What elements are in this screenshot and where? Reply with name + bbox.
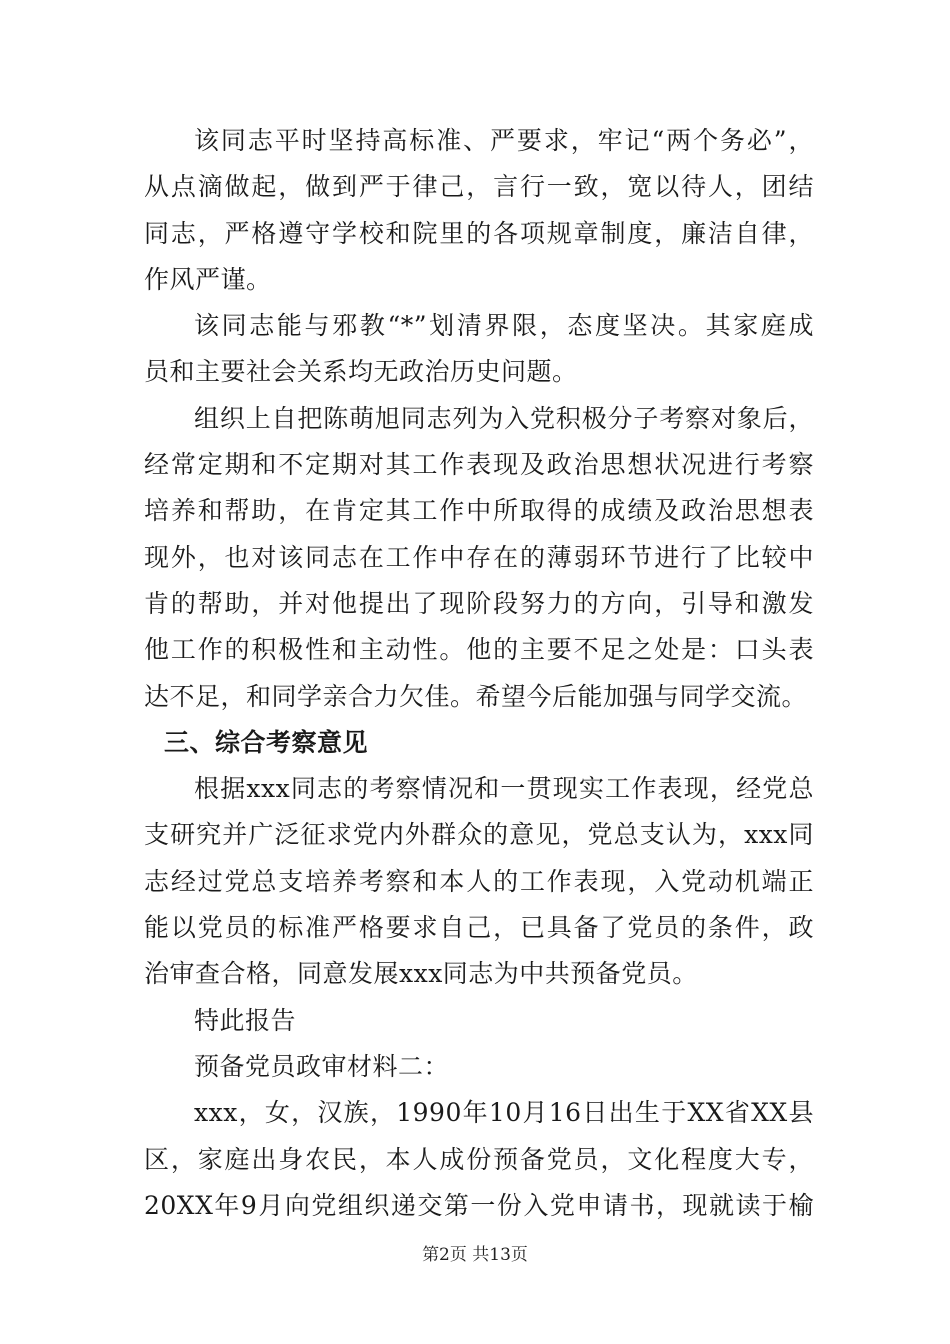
text-line: 经常定期和不定期对其工作表现及政治思想状况进行考察: [144, 450, 814, 480]
text-line: 支研究并广泛征求党内外群众的意见，党总支认为，xxx同: [144, 820, 814, 850]
text-line: 肯的帮助，并对他提出了现阶段努力的方向，引导和激发: [144, 588, 814, 618]
paragraph: [144, 1044, 814, 1090]
paragraph: [144, 396, 814, 720]
text-line: 作风严谨。: [144, 264, 272, 294]
text-line: xxx，女，汉族，1990年10月16日出生于XX省XX县: [194, 1098, 814, 1128]
text-line: 同志，严格遵守学校和院里的各项规章制度，廉洁自律，: [144, 218, 814, 248]
paragraph: [144, 998, 814, 1044]
text-line: 员和主要社会关系均无政治历史问题。: [144, 357, 578, 387]
text-line: 该同志能与邪教“*”划清界限，态度坚决。其家庭成: [194, 311, 814, 341]
text-line: 能以党员的标准严格要求自己，已具备了党员的条件，政: [144, 913, 814, 943]
text-line: 区，家庭出身农民，本人成份预备党员，文化程度大专，: [144, 1144, 814, 1174]
text-line: 治审查合格，同意发展xxx同志为中共预备党员。: [144, 959, 698, 989]
text-line: 根据xxx同志的考察情况和一贯现实工作表现，经党总: [194, 774, 814, 804]
text-line: 从点滴做起，做到严于律己，言行一致，宽以待人，团结: [144, 172, 814, 202]
text-line: 该同志平时坚持高标准、严要求，牢记“两个务必”，: [194, 126, 814, 155]
text-line: 预备党员政审材料二：: [194, 1051, 450, 1081]
paragraph: [144, 1090, 814, 1229]
text-line: 特此报告: [194, 1005, 297, 1035]
page-footer: [0, 1244, 950, 1266]
text-line: 培养和帮助，在肯定其工作中所取得的成绩及政治思想表: [144, 496, 814, 526]
text-line: 他工作的积极性和主动性。他的主要不足之处是：口头表: [144, 635, 814, 665]
text-line: 组织上自把陈萌旭同志列为入党积极分子考察对象后，: [194, 403, 814, 433]
text-line: 三、综合考察意见: [164, 727, 369, 757]
paragraph: [144, 766, 814, 997]
text-line: 志经过党总支培养考察和本人的工作表现，入党动机端正: [144, 866, 814, 896]
paragraph: [144, 303, 814, 396]
document-body: [144, 118, 814, 1229]
text-line: 现外，也对该同志在工作中存在的薄弱环节进行了比较中: [144, 542, 814, 572]
paragraph: [144, 118, 814, 303]
page-number-label: 第2页 共13页: [422, 1245, 528, 1265]
text-line: 达不足，和同学亲合力欠佳。希望今后能加强与同学交流。: [144, 681, 808, 711]
section-heading: [144, 720, 814, 766]
text-line: 20XX年9月向党组织递交第一份入党申请书，现就读于榆: [144, 1190, 814, 1220]
